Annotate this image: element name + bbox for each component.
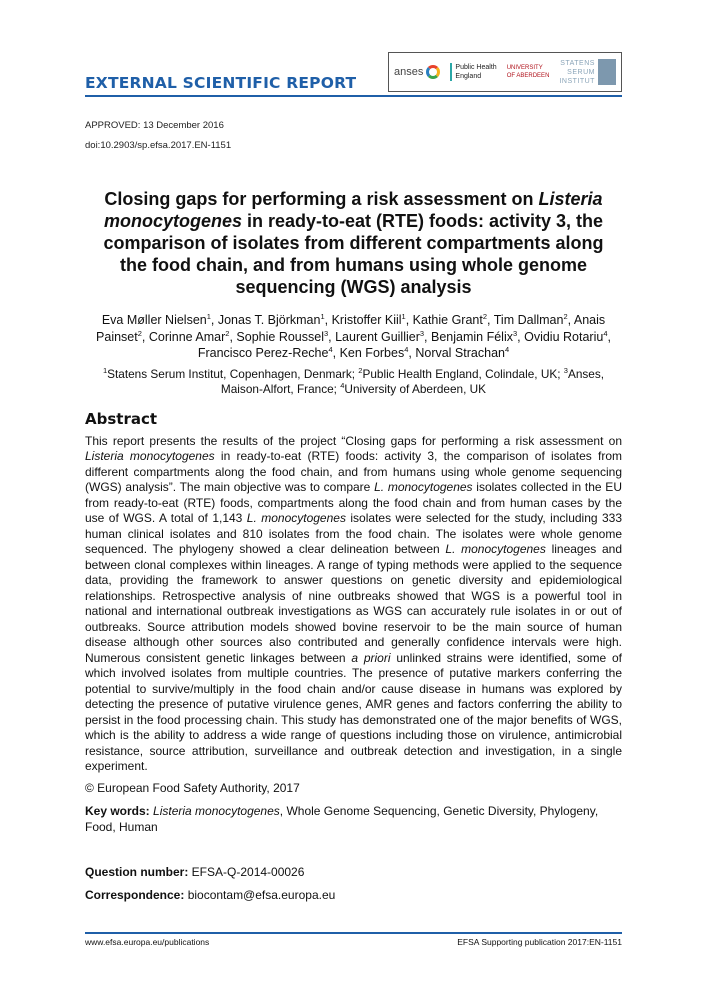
author	[431, 330, 517, 344]
ssi-line1: STATENS	[560, 59, 595, 67]
author-name: Kathie Grant	[412, 313, 483, 327]
author	[335, 330, 424, 344]
document-title	[95, 188, 612, 298]
abstract-text: unlinked strains were identified, some of which involved isolates from multiple countries. The presence of putative markers conferring the potential to survive/multiply in the food chain and/or cause disease in humans was explored by detecting the presence of putative virulence genes, AMR genes and factors conferring the ability to persist in the food processing chain. This study has demonstrated one of the major benefits of WGS, which is the ability to address a wide range of questions including those on virulence, antimicrobial resistance, source attribution, surveillance and outbreak detection and investigation, in a single experiment.	[85, 650, 622, 773]
page-header	[85, 52, 622, 97]
keywords-italic: Listeria monocytogenes	[153, 804, 280, 818]
ssi-line3: INSTITUT	[559, 77, 595, 85]
affiliation-text: University of Aberdeen, UK	[344, 382, 487, 396]
keywords	[85, 804, 622, 835]
abstract-heading: Abstract	[85, 409, 158, 428]
abdn-line2: OF ABERDEEN	[506, 73, 550, 79]
anses-logo-text: anses	[394, 65, 424, 78]
abdn-line1: UNIVERSITY	[506, 65, 543, 71]
affiliation-marker: 4	[340, 381, 345, 391]
correspondence-email[interactable]: biocontam@efsa.europa.eu	[184, 887, 336, 902]
title-italic: Listeria monocytogenes	[103, 189, 603, 231]
affiliation-text: Statens Serum Institut, Copenhagen, Denmark;	[107, 366, 359, 381]
author-list: Eva Møller Nielsen$^1$, Jonas T. Björkman$^1$, Kristoffer Kiil$^1$, Kathie Grant$^2$, Tim Dallman$^2$, Anais Painset$^2$, Corinne Amar$^2$, Sophie Roussel$^3$, Laurent Guillier$^3$, Benjamin Félix$^3$, Ovidiu Rotariu$^4$, Francisco Perez-Reche$^4$, Ken Forbes$^4$, Norval Strachan$^4$	[96, 311, 611, 360]
footer-url[interactable]: www.efsa.europa.eu/publications	[85, 937, 210, 947]
footer-publication: EFSA Supporting publication 2017:EN-1151	[457, 937, 622, 947]
author-affiliation-marker: 2	[482, 311, 488, 321]
abstract-italic-term: Listeria monocytogenes	[85, 449, 215, 463]
author-name: Ovidiu Rotariu	[524, 329, 604, 344]
author	[218, 313, 325, 327]
author-affiliation-marker: 4	[404, 344, 409, 354]
author	[524, 330, 607, 344]
question-label: Question number:	[85, 865, 189, 879]
spacer	[85, 903, 622, 932]
keywords-label: Key words:	[85, 804, 150, 818]
anses-logo	[394, 65, 440, 79]
phe-line2: England	[455, 73, 482, 80]
author	[236, 330, 328, 344]
aberdeen-logo	[507, 64, 550, 80]
doi[interactable]: doi:10.2903/sp.efsa.2017.EN-1151	[85, 140, 232, 151]
author-name: Norval Strachan	[415, 346, 505, 360]
author-affiliation-marker: 1	[206, 311, 211, 321]
abstract-italic-term: a priori	[351, 650, 391, 665]
abstract-italic-term: L. monocytogenes	[374, 480, 473, 494]
author-affiliation-marker: 3	[419, 328, 425, 338]
author-name: Eva Møller Nielsen	[101, 313, 207, 327]
ssi-line2: SERUM	[567, 68, 595, 76]
author-name: Benjamin Félix	[431, 329, 513, 344]
author	[415, 346, 509, 360]
author-affiliation-marker: 4	[603, 328, 608, 338]
approved-date: APPROVED: 13 December 2016	[85, 120, 224, 131]
author-name: Kristoffer Kiil	[331, 313, 402, 327]
phe-logo	[450, 63, 496, 81]
correspondence	[85, 888, 622, 904]
question-number	[85, 865, 622, 881]
author-name: Ken Forbes	[339, 346, 405, 360]
abstract-text: lineages and between clonal complexes within lineages. A range of typing methods were applied to the sequence data, providing the framework to answer questions on genetic diversity and epidemiological relationships. Retrospective analysis of nine outbreaks showed that WGS is a powerful tool in national and international outbreak investigations as WGS can accurately rule isolates in or out of outbreaks. Source attribution models showed bovine reservoir to be the main source of human disease although other sources also contributed and generally confidence intervals were high. Numerous consistent genetic linkages between	[85, 542, 623, 665]
author-affiliation-marker: 2	[563, 311, 568, 321]
affiliation-text: Public Health England, Colindale, UK;	[362, 366, 564, 381]
author-affiliation-marker: 2	[225, 328, 230, 338]
author-affiliation-marker: 1	[320, 311, 325, 321]
abstract-italic-term: L. monocytogenes	[445, 542, 546, 556]
author	[198, 346, 333, 360]
copyright: © European Food Safety Authority, 2017	[85, 780, 300, 795]
title-part1: Closing gaps for performing a risk assessment on	[104, 189, 539, 209]
report-type-heading: EXTERNAL SCIENTIFIC REPORT	[85, 74, 357, 92]
ssi-building-icon	[598, 59, 616, 85]
author	[494, 313, 568, 327]
abstract-text: This report presents the results of the project “Closing gaps for performing a risk assessment on	[85, 433, 622, 448]
author	[102, 313, 211, 327]
author-affiliation-marker: 1	[401, 311, 406, 321]
author-name: Corinne Amar	[148, 329, 226, 344]
abstract-text: isolates collected in the EU from ready-to-eat (RTE) foods, compartments along the food chain and from human cases by the use of WGS. A total of 1,143	[85, 480, 622, 525]
title-part2: in ready-to-eat (RTE) foods: activity 3, the comparison of isolates from different compartments along the food chain, and from humans using whole genome sequencing (WGS) analysis	[103, 211, 604, 297]
correspondence-label: Correspondence:	[85, 887, 185, 902]
affiliations	[85, 367, 622, 398]
author-name: Jonas T. Björkman	[217, 313, 321, 327]
abstract-text: in ready-to-eat (RTE) foods: activity 3, the comparison of isolates from different compartments along the food chain, and from humans using whole genome sequencing (WGS) analysis”. The main objective was to compare	[85, 449, 622, 494]
page-footer	[85, 932, 622, 948]
abstract-italic-term: L. monocytogenes	[246, 511, 346, 525]
author-name: Anais Painset	[96, 313, 606, 344]
affiliation-marker: 3	[563, 365, 568, 375]
author-affiliation-marker: 3	[512, 328, 518, 338]
author-affiliation-marker: 4	[504, 344, 510, 354]
author	[332, 313, 406, 327]
author-name: Laurent Guillier	[335, 329, 420, 344]
author-name: Tim Dallman	[493, 313, 564, 327]
keywords-rest: , Whole Genome Sequencing, Genetic Diversity, Phylogeny, Food, Human	[85, 804, 599, 834]
author	[149, 330, 230, 344]
partner-logos	[388, 52, 622, 92]
author	[340, 346, 409, 360]
author-affiliation-marker: 3	[323, 328, 329, 338]
author-affiliation-marker: 4	[328, 344, 333, 354]
question-value: EFSA-Q-2014-00026	[188, 865, 305, 879]
author-name: Sophie Roussel	[236, 329, 324, 344]
affiliation-marker: 1	[102, 365, 108, 375]
phe-line1: Public Health	[455, 64, 497, 71]
author-affiliation-marker: 2	[137, 328, 142, 338]
affiliation-marker: 2	[358, 365, 363, 375]
abstract-text: isolates were selected for the study, including 333 human clinical isolates and 810 isolates from the food chain. The isolates were whole genome sequenced. The phylogeny showed a clear delineation between	[85, 511, 623, 556]
author	[413, 313, 487, 327]
ssi-logo	[559, 59, 616, 86]
abstract-body	[85, 434, 622, 775]
author-name: Francisco Perez-Reche	[197, 346, 329, 360]
affiliation-text: Anses, Maison-Alfort, France;	[220, 366, 605, 396]
anses-ring-icon	[426, 65, 440, 79]
